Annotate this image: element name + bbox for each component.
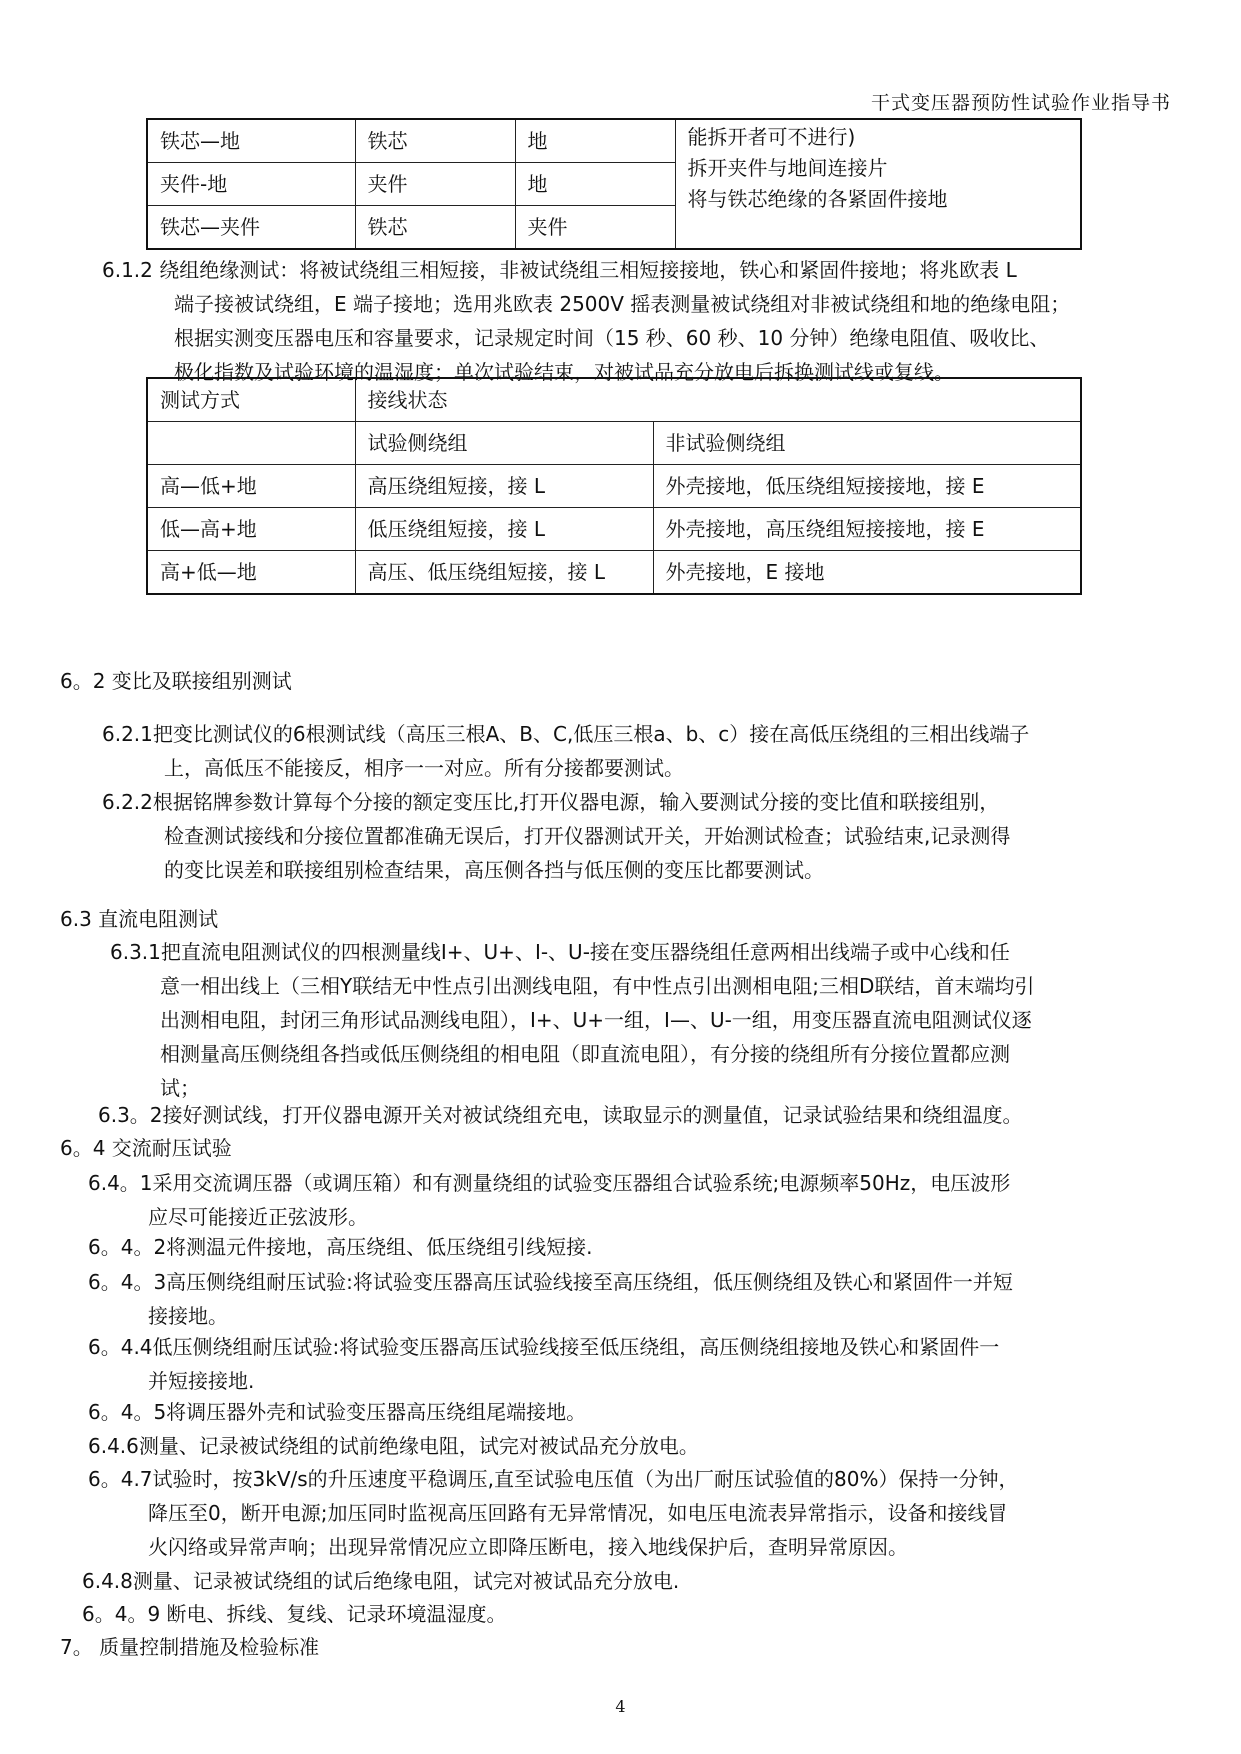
text-line: 6.4。1采用交流调压器（或调压箱）和有测量绕组的试验变压器组合试验系统;电源频率50Hz，电压波形 <box>88 1171 1011 1195</box>
text-line: 试； <box>160 1076 200 1100</box>
paragraph-6-4-3 <box>88 1265 1013 1333</box>
text-line: 意一相出线上（三相Y联结无中性点引出测线电阻，有中性点引出测相电阻;三相D联结，首末端均引 <box>160 974 1035 998</box>
table-cell: 夹件 <box>515 206 675 250</box>
table-cell: 高压、低压绕组短接，接 L <box>355 551 653 595</box>
text-line: 相测量高压侧绕组各挡或低压侧绕组的相电阻（即直流电阻），有分接的绕组所有分接位置都应测 <box>160 1042 1010 1066</box>
table-cell: 铁芯 <box>355 119 515 163</box>
paragraph-6-4-2: 6。4。2将测温元件接地，高压绕组、低压绕组引线短接. <box>88 1235 593 1259</box>
text-line: 6。4.7试验时，按3kV/s的升压速度平稳调压,直至试验电压值（为出厂耐压试验值的80%）保持一分钟， <box>88 1467 1019 1491</box>
note-line: 将与铁芯绝缘的各紧固件接地 <box>687 187 948 211</box>
header-cell: 接线状态 <box>355 378 1081 422</box>
table-cell: 外壳接地，高压绕组短接接地，接 E <box>653 508 1081 551</box>
table-cell: 低—高+地 <box>147 508 355 551</box>
paragraph-6-4-6: 6.4.6测量、记录被试绕组的试前绝缘电阻，试完对被试品充分放电。 <box>88 1434 699 1458</box>
section-title-6-3: 6.3 直流电阻测试 <box>60 907 219 931</box>
paragraph-6-4-4 <box>88 1330 999 1398</box>
table-cell: 地 <box>515 119 675 163</box>
table-subheader-row <box>147 422 1081 465</box>
text-line: 6。4。3高压侧绕组耐压试验:将试验变压器高压试验线接至高压绕组，低压侧绕组及铁心和紧固件一并短 <box>88 1270 1013 1294</box>
table-row <box>147 465 1081 508</box>
paragraph-6-1-2 <box>102 253 1070 389</box>
paragraph-6-4-7 <box>88 1462 1019 1564</box>
text-line: 根据实测变压器电压和容量要求，记录规定时间（15 秒、60 秒、10 分钟）绝缘电阻值、吸收比、 <box>174 326 1050 350</box>
text-line: 上，高低压不能接反，相序一一对应。所有分接都要测试。 <box>164 756 684 780</box>
text-line: 火闪络或异常声响；出现异常情况应立即降压断电，接入地线保护后，查明异常原因。 <box>148 1535 908 1559</box>
table-cell: 铁芯—地 <box>147 119 355 163</box>
table-cell <box>147 422 355 465</box>
text-line: 接接地。 <box>148 1304 228 1328</box>
table-header-row <box>147 378 1081 422</box>
table-row <box>147 508 1081 551</box>
text-line: 出测相电阻，封闭三角形试品测线电阻），I+、U+一组，I—、U-一组，用变压器直流电阻测试仪逐 <box>160 1008 1032 1032</box>
table-row <box>147 119 1081 163</box>
table-cell: 高压绕组短接，接 L <box>355 465 653 508</box>
text-line: 应尽可能接近正弦波形。 <box>148 1205 368 1229</box>
table-cell: 地 <box>515 163 675 206</box>
paragraph-6-3-1 <box>110 935 1034 1105</box>
header-title: 干式变压器预防性试验作业指导书 <box>870 92 1171 114</box>
text-line: 端子接被试绕组，E 端子接地；选用兆欧表 2500V 摇表测量被试绕组对非被试绕组和地的绝缘电阻； <box>174 292 1071 316</box>
table-cell: 高—低+地 <box>147 465 355 508</box>
header-cell: 测试方式 <box>147 378 355 422</box>
table-cell: 高+低—地 <box>147 551 355 595</box>
header-cell: 试验侧绕组 <box>355 422 653 465</box>
text-line: 6.2.1把变比测试仪的6根测试线（高压三根A、B、C,低压三根a、b、c）接在高低压绕组的三相出线端子 <box>102 722 1030 746</box>
table-cell: 外壳接地，低压绕组短接接地，接 E <box>653 465 1081 508</box>
section-title-6-2: 6。2 变比及联接组别测试 <box>60 669 292 693</box>
text-line: 6.2.2根据铭牌参数计算每个分接的额定变压比,打开仪器电源，输入要测试分接的变比值和联接组别， <box>102 790 1000 814</box>
text-line: 检查测试接线和分接位置都准确无误后，打开仪器测试开关，开始测试检查；试验结束,记录测得 <box>164 824 1011 848</box>
note-line: 拆开夹件与地间连接片 <box>687 156 888 180</box>
paragraph-6-2-1 <box>102 717 1029 785</box>
table-cell: 外壳接地，E 接地 <box>653 551 1081 595</box>
text-line: 6.1.2 绕组绝缘测试：将被试绕组三相短接，非被试绕组三相短接接地，铁心和紧固件接地；将兆欧表 L <box>102 258 1017 282</box>
paragraph-6-4-8: 6.4.8测量、记录被试绕组的试后绝缘电阻，试完对被试品充分放电. <box>82 1569 680 1593</box>
paragraph-6-2-2 <box>102 785 1010 887</box>
text-line: 并短接接地. <box>148 1369 255 1393</box>
table-row <box>147 551 1081 595</box>
paragraph-6-3-2: 6.3。2接好测试线，打开仪器电源开关对被试绕组充电，读取显示的测量值，记录试验结果和绕组温度。 <box>98 1103 1023 1127</box>
header-cell: 非试验侧绕组 <box>653 422 1081 465</box>
table-cell: 铁芯—夹件 <box>147 206 355 250</box>
table-cell: 夹件 <box>355 163 515 206</box>
paragraph-6-4-5: 6。4。5将调压器外壳和试验变压器高压绕组尾端接地。 <box>88 1400 587 1424</box>
table-cell: 低压绕组短接，接 L <box>355 508 653 551</box>
table-notes-cell <box>675 119 1081 249</box>
text-line: 6.3.1把直流电阻测试仪的四根测量线I+、U+、I-、U-接在变压器绕组任意两相出线端子或中心线和任 <box>110 940 1010 964</box>
text-line: 6。4.4低压侧绕组耐压试验:将试验变压器高压试验线接至低压绕组，高压侧绕组接地及铁心和紧固件一 <box>88 1335 1000 1359</box>
winding-insulation-table <box>146 377 1082 595</box>
table-cell: 夹件-地 <box>147 163 355 206</box>
note-line: 能拆开者可不进行) <box>687 125 856 149</box>
paragraph-6-4-1 <box>88 1166 1010 1234</box>
page-number: 4 <box>615 1697 626 1716</box>
text-line: 极化指数及试验环境的温湿度；单次试验结束，对被试品充分放电后拆换测试线或复线。 <box>174 360 954 384</box>
text-line: 降压至0，断开电源;加压同时监视高压回路有无异常情况，如电压电流表异常指示，设备和接线冒 <box>148 1501 1008 1525</box>
core-clamp-table <box>146 118 1082 250</box>
text-line: 的变比误差和联接组别检查结果，高压侧各挡与低压侧的变压比都要测试。 <box>164 858 824 882</box>
section-title-7: 7。 质量控制措施及检验标准 <box>60 1635 320 1659</box>
table-cell: 铁芯 <box>355 206 515 250</box>
section-title-6-4: 6。4 交流耐压试验 <box>60 1136 232 1160</box>
paragraph-6-4-9: 6。4。9 断电、拆线、复线、记录环境温湿度。 <box>82 1602 507 1626</box>
